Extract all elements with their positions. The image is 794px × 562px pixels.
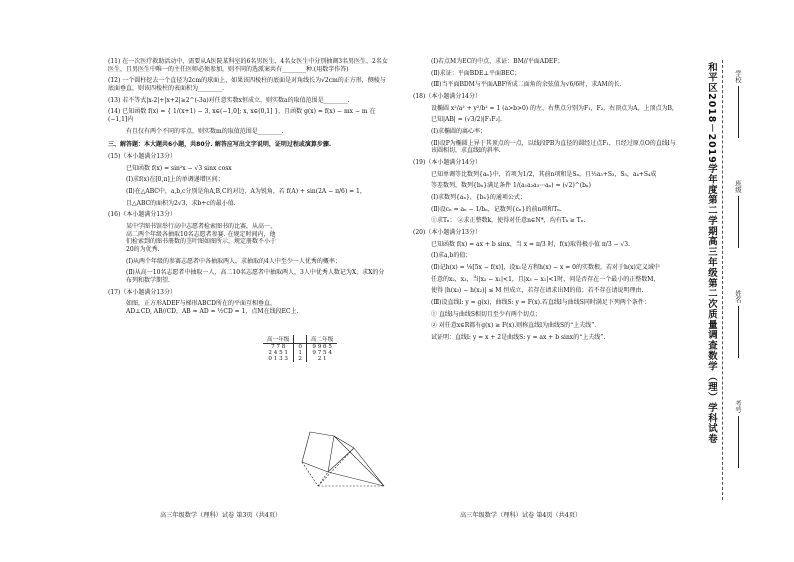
stem-leaf-head-right: 高二年级 [306, 335, 337, 344]
question-19-condition: 等差数列，数列{bₙ}满足条件 1/(a₁a₂a₃⋯aₙ) = (√2)^(bₙ) [431, 182, 591, 190]
question-18-stem: 设椭圆 x²/a² + y²/b² = 1 (a>b>0) 的左、右焦点分别为F₁，F₂，右顶点为A，上顶点为B， [431, 104, 678, 112]
question-19-part-2: (Ⅱ)设cₙ = aₙ − 1/bₙ，记数列{cₙ}的前n项和Tₙ. [431, 205, 562, 213]
question-11: (11) 在一次医疗救助活动中，需要从A医院某科室的6名男医生、4名女医生中分别抽调3名男医生、2名女医生，且男医生中唯一的主任医师必须参加，则不同的选派案共有________种.(用数字作答) [108, 58, 388, 73]
stem-leaf-stem: 1 [294, 350, 307, 356]
question-15-part-2: (Ⅱ)在△ABC中，a,b,c分别是角A,B,C的对边，A为锐角，若 f(A) + sin(2A − π/6) = 1， [126, 188, 366, 196]
field-name [734, 290, 743, 358]
page-4 [413, 58, 681, 498]
question-20-part-2: (Ⅱ)记h(x) = ⅛[5x − f(x)]，设x₁是方程h(x) − x = 0的实数根，若对于h(x)定义域中 [431, 264, 660, 272]
question-20-part-1: (Ⅰ)求a,b的值； [431, 252, 472, 260]
question-20-header: (20)（本小题满分13分） [413, 229, 481, 237]
question-15-stem: 已知函数 f(x) = sin²x − √3 sinx cosx [126, 164, 232, 172]
exam-title-vertical: 和平区2018－2019学年度第二学期高三年级第二次质量调查数学（理）学科试卷 [706, 62, 717, 445]
field-class [734, 180, 743, 248]
question-14-tail: 有且仅有两个不同的零点，则实数m的取值范围是________. [126, 127, 284, 135]
field-school-label: 学校 [734, 70, 742, 83]
question-20-condition-2: ② 对任意x∈R都有g(x) ≥ F(x).则称直线l为曲线S的“上夫线”. [431, 322, 597, 330]
question-20-part-2-end: 使得 |h(x₃) − h(x₂)| ≤ M 恒成立，若存在请求出M的值；若不存在请说明理由. [431, 287, 644, 295]
stem-leaf-right: 9 7 5 4 [312, 350, 332, 356]
stem-leaf-right: 9 9 6 5 [312, 344, 332, 350]
question-15-part-2-tail: 且△ABC的面积为2√3，求b+c的最小值. [126, 199, 236, 207]
question-18-condition: 已知|AB| = (√3/2)|F₁F₂|. [431, 116, 502, 124]
stem-leaf-stem: 0 [294, 344, 307, 351]
question-17-stem: 如图，正方形ADEF与梯形ABCD所在的平面互相垂直，AD⊥CD, AB//CD，AB = AD = ½CD = 1，点M在线段EC上. [126, 300, 299, 316]
question-15-header: (15)（本小题满分13分） [108, 153, 176, 161]
question-16-stem: 某中学图书馆举行高中志愿者检索图书的比赛，从高一、高二两个年级各抽取10名志愿者参赛. 在规定时间内，他们检索到的图书册数的茎叶图如图所示，规定册数不小于20的为优秀. [126, 223, 277, 254]
question-13: (13) 若不等式|x-2|+|x+2|≥2^(-3a)对任意实数x恒成立，则实数a的取值范围是________. [108, 96, 350, 104]
question-20-part-3: (Ⅲ)设直线l: y = g(x)，曲线S: y = F(x).若直线l与曲线S同时满足下列两个条件： [431, 299, 650, 307]
question-17-part-1: (Ⅰ)若点M为EC的中点，求证：BM//平面ADEF； [431, 58, 564, 65]
question-16-part-1: (Ⅰ)从两个年级的参赛志愿者中各抽取两人，求抽取的4人中至少一人优秀的概率； [126, 257, 341, 265]
stem-leaf-left: 2 4 5 1 [268, 350, 288, 356]
field-name-label: 姓名 [734, 290, 742, 303]
question-16-part-2: (Ⅱ)从高一10名志愿者中抽取一人，高二10名志愿者中抽取两人，3人中优秀人数记为X，求X的分布列和数学期望. [126, 269, 385, 285]
stem-leaf-left: 7 7 8 [271, 344, 286, 350]
question-17-part-2: (Ⅱ)求证：平面BDE⊥平面BEC； [431, 69, 521, 77]
question-18-part-1: (Ⅰ)求椭圆的离心率； [431, 128, 487, 136]
question-17-part-3: (Ⅲ)当平面BDM与平面ABF所成二面角的余弦值为√6/6时，求AM的长. [431, 81, 622, 89]
stem-leaf-right: 2 1 [317, 356, 327, 362]
question-16-header: (16)（本小题满分13分） [108, 211, 176, 219]
field-exam-number-label: 考号 [734, 400, 742, 413]
stem-leaf-head-left: 高一年级 [263, 335, 294, 344]
question-20-part-2-cont: 任意的x₂，x₃，当|x₂ − x₁|<1，且|x₃ − x₁|<1时，问是否存在一个最小的正整数M， [431, 275, 660, 283]
stem-leaf-left: 0 1 3 3 [268, 356, 288, 362]
question-14: (14) 已知函数 f(x) = { 1/(x+1) − 3, x∈(−1,0]; x, x∈(0,1] }，且函数 g(x) = f(x) − mx − m 在(−1,1]内 [108, 108, 376, 124]
question-18-part-2: (Ⅱ)设P为椭圆上异于其顶点的一点，以线段PB为直径的圆经过点F₁，且经过原点O的直线l与该圆相切，求直线l的斜率. [431, 139, 676, 155]
footer-page-3: 高三年级数学（理科）试卷 第3页（共4页） [160, 512, 282, 519]
solid-geometry-figure [292, 428, 392, 494]
question-20-condition-1: ① 直线l与曲线S相切且至少有两个切点； [431, 310, 541, 318]
binding-line [722, 60, 723, 500]
question-19-part-1: (Ⅰ)求数列{aₙ}，{bₙ}的通项公式； [431, 194, 526, 202]
question-19-subparts: ①求Tₙ； ②求正整数k，使得对任意n∈N*，均有Tₖ ≥ Tₙ. [431, 217, 586, 225]
field-class-label: 班级 [734, 180, 742, 193]
question-17-header: (17)（本小题满分13分） [108, 288, 176, 296]
question-19-header: (19)（本小题满分14分） [413, 159, 481, 167]
field-exam-number [734, 400, 743, 468]
question-15-part-1: (Ⅰ)求f(x)在[0,π]上的单调递增区间； [126, 176, 224, 184]
stem-leaf-stem: 2 [294, 356, 307, 362]
section-3-heading: 三、解答题：本大题共6小题，共80分. 解答应写出文字说明，证明过程或演算步骤. [108, 141, 332, 149]
question-19-stem: 已知单调等比数列{aₙ}中，首项为1/2，其前n项和是Sₙ，且½a₃+S₃，S₅，a₄+S₄成 [431, 170, 657, 178]
question-18-header: (18)（本小题满分14分） [413, 93, 481, 101]
question-20-prove: 试证明：直线l: y = x + 2是曲线S: y = ax + b sinx的“上夫线”. [431, 334, 606, 342]
question-12: (12) 一个圆柱挖去一个直径为2cm的球面上，如果该四棱柱的底面是对角线长为√2cm的正方形，侧棱与底面垂直，则该四棱柱的表面积为________. [108, 77, 386, 93]
stem-leaf-plot [263, 335, 337, 362]
footer-page-4: 高三年级数学（理科）试卷 第4页（共4页） [460, 512, 582, 519]
field-school [734, 70, 743, 138]
question-20-stem: 已知函数 f(x) = ax + b sinx，当 x = π/3 时，f(x)取得极小值 π/3 − √3. [431, 240, 631, 248]
